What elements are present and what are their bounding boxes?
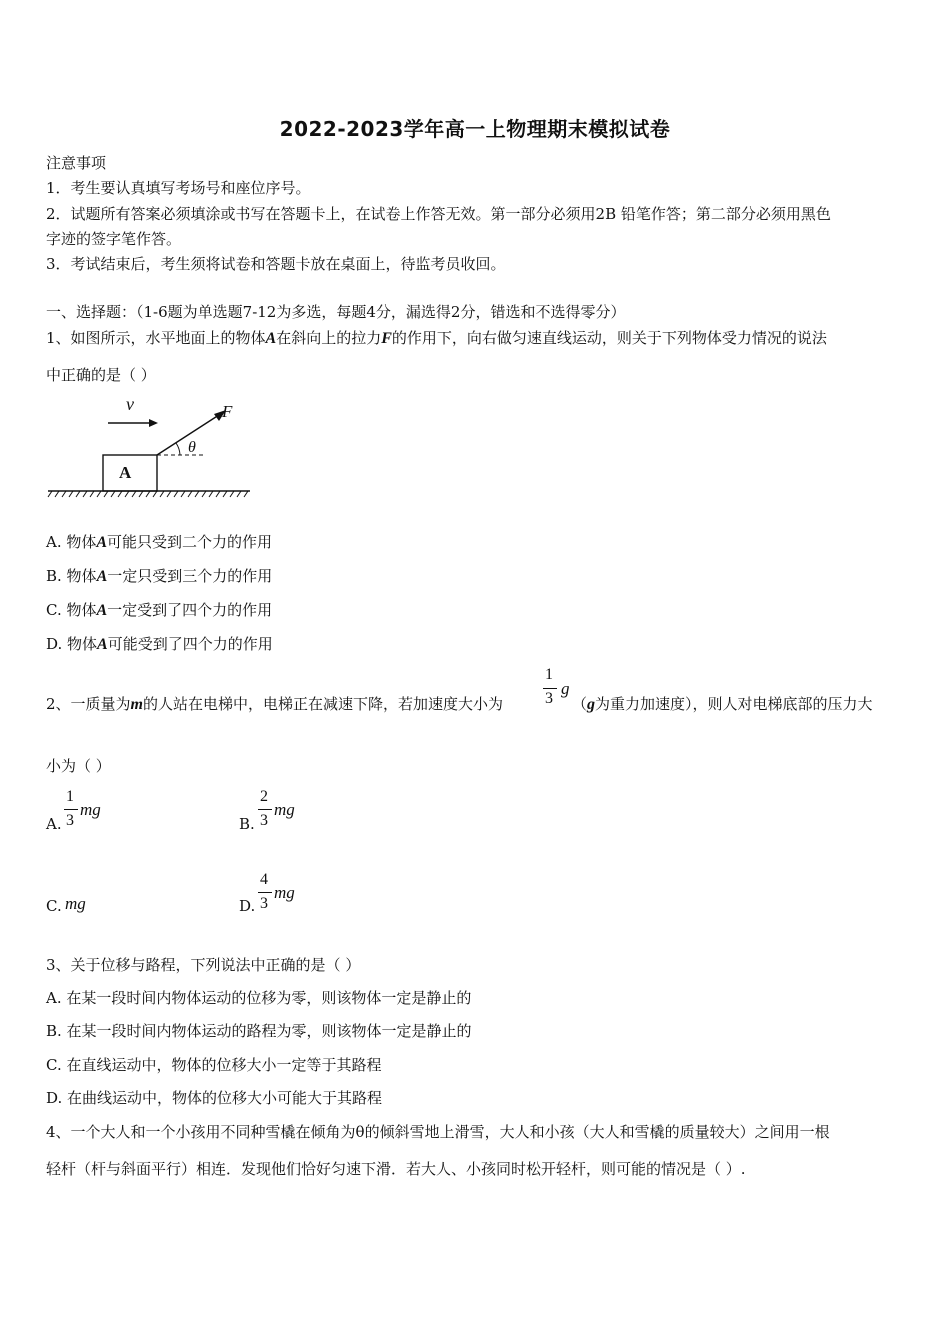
q3-option-a: A. 在某一段时间内物体运动的位移为零，则该物体一定是静止的 — [46, 989, 472, 1007]
q2-stem-part1: 2、一质量为m的人站在电梯中，电梯正在减速下降，若加速度大小为 — [46, 695, 504, 713]
q2-option-b-expr: mg — [274, 800, 295, 819]
q2-option-c-expr: mg — [65, 894, 86, 913]
q2-option-b-fraction: 2 3 — [258, 788, 272, 836]
q2-option-a-label: A. — [46, 815, 62, 833]
q4-stem-line2: 轻杆（杆与斜面平行）相连．发现他们恰好匀速下滑．若大人、小孩同时松开轻杆，则可能的情况是（ ）. — [46, 1160, 746, 1178]
q2-option-d-label: D. — [239, 897, 256, 915]
q2-stem-fraction — [543, 666, 557, 714]
q1-option-a: A. 物体A可能只受到二个力的作用 — [46, 533, 273, 551]
notice-heading: 注意事项 — [46, 154, 107, 172]
fraction-bar — [543, 688, 557, 689]
q3-option-b: B. 在某一段时间内物体运动的路程为零，则该物体一定是静止的 — [46, 1022, 472, 1040]
section-heading: 一、选择题：（1-6题为单选题7-12为多选，每题4分，漏选得2分，错选和不选得零分） — [46, 303, 626, 321]
q1-text-a: 1、如图所示，水平地面上的物体 — [46, 329, 266, 347]
q2-option-d-fraction: 4 3 — [258, 871, 272, 919]
q1-stem-line2: 中正确的是（ ） — [46, 366, 156, 384]
q1-text-b: 在斜向上的拉力 — [276, 329, 382, 347]
velocity-arrowhead — [149, 419, 158, 427]
q1-var-a: A — [265, 330, 277, 347]
q2-stem-part2: （g为重力加速度），则人对电梯底部的压力大 — [572, 695, 873, 713]
page-title: 2022-2023学年高一上物理期末模拟试卷 — [279, 117, 671, 141]
notice-item-2-cont: 字迹的签字笔作答。 — [46, 230, 182, 248]
notice-item-2: 2．试题所有答案必须填涂或书写在答题卡上，在试卷上作答无效。第一部分必须用2B 铅笔作答；第二部分必须用黑色 — [46, 205, 831, 223]
angle-arc — [176, 443, 180, 455]
q3-stem: 3、关于位移与路程，下列说法中正确的是（ ） — [46, 956, 361, 974]
q3-option-d: D. 在曲线运动中，物体的位移大小可能大于其路程 — [46, 1089, 383, 1107]
q2-stem-line2: 小为（ ） — [46, 757, 111, 775]
q4-stem-line1: 4、一个大人和一个小孩用不同种雪橇在倾角为θ的倾斜雪地上滑雪，大人和小孩（大人和雪橇的质量较大）之间用一根 — [46, 1123, 830, 1141]
q2-option-d-expr: mg — [274, 883, 295, 902]
ground-hatch — [48, 491, 248, 497]
velocity-label: v — [126, 394, 134, 414]
fraction-denominator: 3 — [545, 690, 553, 707]
q2-var-g: g — [587, 696, 596, 713]
block-label: A — [119, 463, 132, 482]
q1-text-c: 的作用下，向右做匀速直线运动，则关于下列物体受力情况的说法 — [391, 329, 827, 347]
fraction-numerator: 1 — [545, 666, 553, 683]
q1-stem-line1 — [46, 327, 827, 348]
q2-stem-var-g: g — [561, 679, 570, 698]
q1-option-d: D. 物体A可能受到了四个力的作用 — [46, 635, 273, 653]
q2-option-a-expr: mg — [80, 800, 101, 819]
q1-var-f: F — [381, 330, 392, 347]
q1-option-c: C. 物体A一定受到了四个力的作用 — [46, 601, 273, 619]
notice-item-3: 3．考试结束后，考生须将试卷和答题卡放在桌面上，待监考员收回。 — [46, 255, 506, 273]
q3-option-c: C. 在直线运动中，物体的位移大小一定等于其路程 — [46, 1056, 382, 1074]
q2-var-m: m — [130, 696, 143, 713]
q2-option-a-fraction: 1 3 — [64, 788, 78, 836]
force-label: F — [222, 402, 233, 421]
q1-option-b: B. 物体A一定只受到三个力的作用 — [46, 567, 273, 585]
angle-label: θ — [188, 439, 196, 456]
q2-option-c-label: C. — [46, 897, 62, 915]
q1-figure — [46, 390, 256, 505]
notice-item-1: 1．考生要认真填写考场号和座位序号。 — [46, 179, 311, 197]
q2-option-b-label: B. — [239, 815, 255, 833]
